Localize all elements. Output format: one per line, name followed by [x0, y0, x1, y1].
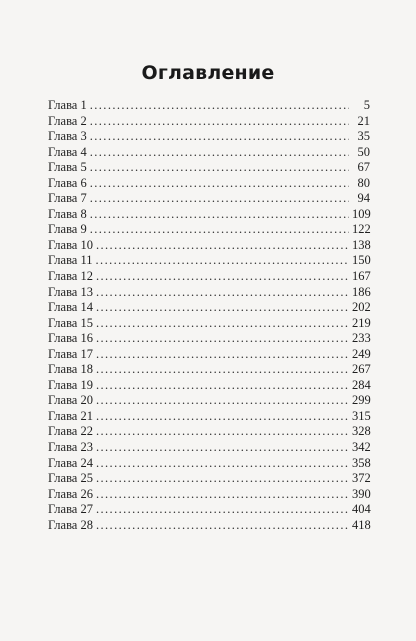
toc-entry-page-number: 328	[352, 424, 371, 439]
toc-entry-page-number: 21	[357, 113, 370, 128]
toc-entry-page-number: 122	[352, 222, 371, 237]
toc-entry-page-number: 390	[352, 486, 371, 501]
toc-entry-label: Глава 15	[48, 315, 93, 330]
toc-entry	[48, 145, 370, 161]
toc-entry-label: Глава 19	[48, 377, 93, 392]
toc-entry-page-number: 202	[352, 300, 371, 315]
toc-entry-label: Глава 27	[48, 502, 93, 517]
toc-entry	[48, 378, 370, 394]
toc-dot-leader	[96, 378, 349, 394]
toc-entry-page-number: 109	[352, 206, 371, 221]
toc-dot-leader	[96, 393, 349, 409]
toc-dot-leader	[90, 176, 349, 192]
toc-entry-page-number: 219	[352, 315, 371, 330]
toc-entry-page-number: 94	[357, 191, 370, 206]
toc-entry-page-number: 418	[352, 517, 371, 532]
toc-entry-page-number: 299	[352, 393, 371, 408]
toc-entry	[48, 316, 370, 332]
toc-entry	[48, 269, 370, 285]
toc-dot-leader	[96, 300, 349, 316]
toc-entry	[48, 253, 370, 269]
toc-entry-label: Глава 13	[48, 284, 93, 299]
toc-entry	[48, 238, 370, 254]
toc-entry	[48, 409, 370, 425]
toc-title: Оглавление	[141, 62, 275, 84]
toc-entry-label: Глава 6	[48, 175, 87, 190]
toc-entry-label: Глава 24	[48, 455, 93, 470]
toc-dot-leader	[96, 362, 349, 378]
toc-dot-leader	[96, 316, 349, 332]
toc-entry	[48, 207, 370, 223]
toc-entry	[48, 518, 370, 534]
toc-entry	[48, 114, 370, 130]
toc-entry-label: Глава 5	[48, 160, 87, 175]
toc-list	[48, 98, 370, 533]
toc-entry	[48, 487, 370, 503]
toc-dot-leader	[90, 98, 349, 114]
toc-entry-label: Глава 14	[48, 300, 93, 315]
toc-entry-page-number: 267	[352, 362, 371, 377]
toc-entry-page-number: 35	[357, 129, 370, 144]
toc-entry-page-number: 233	[352, 331, 371, 346]
toc-entry-label: Глава 25	[48, 471, 93, 486]
toc-entry-page-number: 315	[352, 408, 371, 423]
toc-entry	[48, 362, 370, 378]
toc-entry	[48, 160, 370, 176]
toc-entry	[48, 471, 370, 487]
toc-entry-page-number: 167	[352, 269, 371, 284]
toc-dot-leader	[90, 129, 349, 145]
toc-entry-page-number: 358	[352, 455, 371, 470]
toc-entry	[48, 424, 370, 440]
toc-entry-page-number: 150	[352, 253, 371, 268]
toc-dot-leader	[96, 518, 349, 534]
toc-entry-label: Глава 10	[48, 237, 93, 252]
toc-entry	[48, 331, 370, 347]
toc-entry	[48, 502, 370, 518]
toc-dot-leader	[96, 285, 349, 301]
toc-dot-leader	[96, 409, 349, 425]
toc-entry-page-number: 404	[352, 502, 371, 517]
toc-entry-page-number: 50	[357, 144, 370, 159]
toc-dot-leader	[96, 253, 349, 269]
toc-entry-label: Глава 16	[48, 331, 93, 346]
toc-dot-leader	[96, 456, 349, 472]
toc-dot-leader	[96, 331, 349, 347]
toc-entry-page-number: 80	[357, 175, 370, 190]
toc-entry-label: Глава 8	[48, 206, 87, 221]
toc-entry-label: Глава 23	[48, 440, 93, 455]
toc-entry-page-number: 138	[352, 237, 371, 252]
toc-entry-label: Глава 18	[48, 362, 93, 377]
toc-entry-label: Глава 17	[48, 346, 93, 361]
toc-entry-page-number: 186	[352, 284, 371, 299]
toc-entry-label: Глава 7	[48, 191, 87, 206]
toc-entry-label: Глава 1	[48, 98, 87, 112]
toc-entry	[48, 456, 370, 472]
toc-dot-leader	[96, 502, 349, 518]
toc-dot-leader	[96, 269, 349, 285]
toc-entry-label: Глава 4	[48, 144, 87, 159]
toc-dot-leader	[90, 160, 349, 176]
toc-entry-label: Глава 11	[48, 253, 93, 268]
toc-entry	[48, 191, 370, 207]
toc-dot-leader	[96, 471, 349, 487]
toc-entry-label: Глава 26	[48, 486, 93, 501]
toc-dot-leader	[96, 440, 349, 456]
toc-entry-label: Глава 20	[48, 393, 93, 408]
toc-dot-leader	[96, 487, 349, 503]
toc-entry-label: Глава 2	[48, 113, 87, 128]
toc-entry	[48, 129, 370, 145]
toc-dot-leader	[90, 207, 349, 223]
toc-entry-label: Глава 21	[48, 408, 93, 423]
toc-entry-page-number: 342	[352, 440, 371, 455]
toc-entry	[48, 222, 370, 238]
toc-entry-page-number: 284	[352, 377, 371, 392]
toc-entry	[48, 285, 370, 301]
toc-dot-leader	[90, 191, 349, 207]
toc-dot-leader	[90, 114, 349, 130]
toc-dot-leader	[96, 347, 349, 363]
toc-entry	[48, 98, 370, 114]
toc-entry-label: Глава 9	[48, 222, 87, 237]
toc-dot-leader	[90, 222, 349, 238]
toc-entry	[48, 176, 370, 192]
toc-entry-page-number: 5	[363, 98, 370, 112]
toc-dot-leader	[96, 238, 349, 254]
toc-entry-page-number: 67	[357, 160, 370, 175]
toc-entry-label: Глава 12	[48, 269, 93, 284]
toc-entry-label: Глава 22	[48, 424, 93, 439]
toc-entry	[48, 347, 370, 363]
toc-dot-leader	[96, 424, 349, 440]
toc-entry-label: Глава 28	[48, 517, 93, 532]
toc-entry-label: Глава 3	[48, 129, 87, 144]
toc-entry-page-number: 249	[352, 346, 371, 361]
toc-entry	[48, 393, 370, 409]
toc-entry	[48, 440, 370, 456]
toc-entry	[48, 300, 370, 316]
toc-dot-leader	[90, 145, 349, 161]
toc-entry-page-number: 372	[352, 471, 371, 486]
